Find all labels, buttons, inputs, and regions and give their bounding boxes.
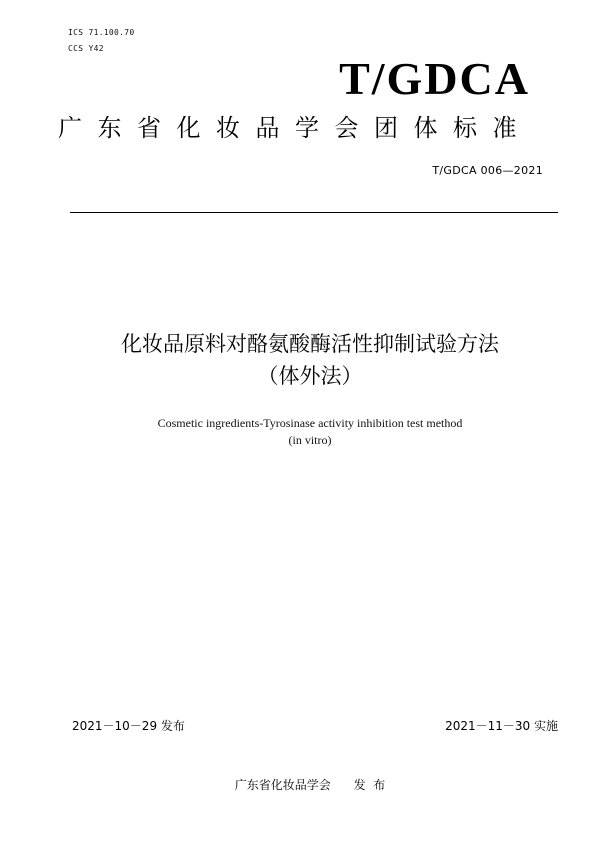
- implementation-date: 2021－11－30 实施: [445, 719, 558, 733]
- title-cn-line-2: （体外法）: [257, 364, 363, 388]
- publisher: 广东省化妆品学会 发 布: [234, 778, 386, 792]
- ics-code: ICS 71.100.70: [68, 28, 135, 37]
- issue-date: 2021－10－29 发布: [72, 719, 185, 733]
- standard-code: T/GDCA: [339, 53, 530, 104]
- title-en-line-2: (in vitro): [288, 433, 332, 447]
- ccs-code: CCS Y42: [68, 44, 104, 53]
- title-en-line-1: Cosmetic ingredients-Tyrosinase activity inhibition test method: [157, 416, 463, 430]
- standard-number: T/GDCA 006—2021: [432, 164, 543, 177]
- standard-type: 广东省化妆品学会团体标准: [58, 114, 532, 142]
- header-divider: [70, 212, 558, 213]
- document-title-cn: [40, 328, 580, 392]
- document-title-en: [40, 415, 580, 449]
- title-cn-line-1: 化妆品原料对酪氨酸酶活性抑制试验方法: [121, 332, 499, 356]
